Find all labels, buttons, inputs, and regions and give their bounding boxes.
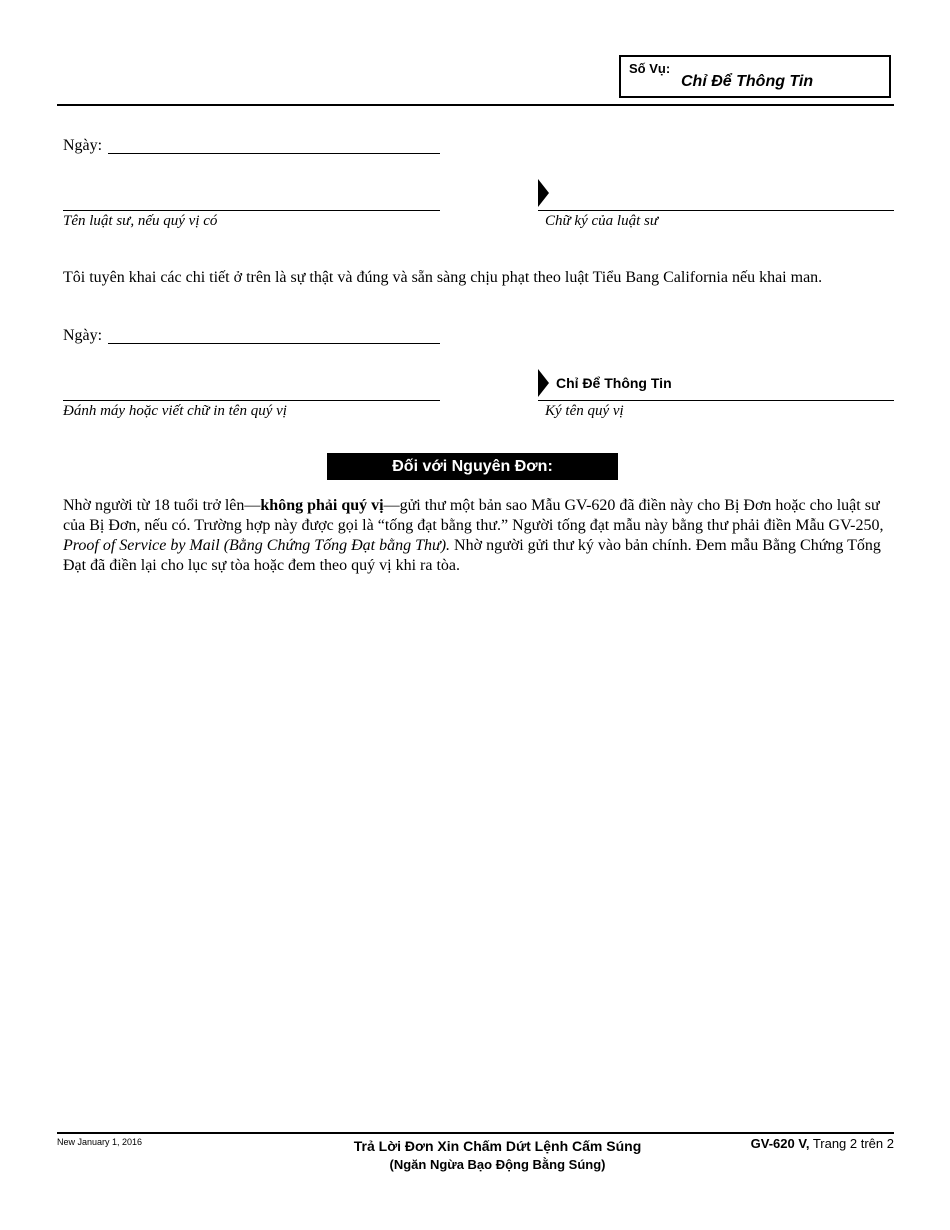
attorney-signature-caption: Chữ ký của luật sư — [545, 213, 659, 229]
respondent-signature-value: Chỉ Để Thông Tin — [556, 375, 672, 391]
respondent-signature-field[interactable] — [538, 400, 894, 401]
case-number-value: Chỉ Để Thông Tin — [681, 73, 814, 90]
instructions-emphasis: không phải quý vị — [260, 497, 384, 514]
instructions-part-1: Nhờ người từ 18 tuổi trở lên— — [63, 497, 261, 514]
instructions-form-title: Proof of Service by Mail (Bằng Chứng Tống Đạt bằng Thư). — [63, 537, 451, 554]
attorney-signature-field[interactable] — [538, 210, 894, 211]
footer-form-title: Trả Lời Đơn Xin Chấm Dứt Lệnh Cấm Súng — [353, 1138, 642, 1154]
attorney-date-label: Ngày: — [63, 137, 103, 154]
respondent-name-field[interactable] — [63, 400, 440, 401]
petitioner-section-heading: Đối với Nguyên Đơn: — [327, 453, 618, 480]
attorney-date-field[interactable] — [108, 153, 440, 154]
case-number-label: Số Vụ: — [629, 61, 671, 76]
instructions-part-5: Nhờ người gửi thư ký vào bản chính. Đem mẫu Bằng Chứng Tống Đạt đã điền lại cho lục sự tòa hoặc đem theo quý vị khi ra tòa. — [63, 537, 881, 574]
page-info: Trang 2 trên 2 — [809, 1136, 894, 1151]
form-id: GV-620 V, — [750, 1136, 810, 1151]
respondent-name-caption: Đánh máy hoặc viết chữ in tên quý vị — [63, 403, 287, 419]
respondent-date-label: Ngày: — [63, 327, 103, 344]
footer-form-id — [700, 1136, 894, 1151]
perjury-declaration: Tôi tuyên khai các chi tiết ở trên là sự thật và đúng và sẵn sàng chịu phạt theo luật Tiểu Bang California nếu khai man. — [63, 269, 823, 286]
attorney-name-field[interactable] — [63, 210, 440, 211]
instructions-part-3: —gửi thư một bản sao Mẫu GV-620 đã điền này cho Bị Đơn hoặc cho luật sư của Bị Đơn, nếu có. Trường hợp này được gọi là “tống đạt bằng thư.” Người tống đạt mẫu này bằng thư phải điền Mẫu GV-250, — [63, 497, 884, 534]
footer-form-subtitle: (Ngăn Ngừa Bạo Động Bằng Súng) — [389, 1157, 606, 1172]
respondent-signature-caption: Ký tên quý vị — [545, 403, 624, 419]
footer-revision-date: New January 1, 2016 — [57, 1137, 143, 1147]
case-number-box — [619, 55, 891, 98]
respondent-date-field[interactable] — [108, 343, 440, 344]
signature-arrow-icon — [538, 179, 549, 207]
footer-divider — [57, 1132, 894, 1134]
header-divider — [57, 104, 894, 106]
signature-arrow-icon — [538, 369, 549, 397]
service-instructions — [63, 496, 903, 576]
attorney-name-caption: Tên luật sư, nếu quý vị có — [63, 213, 218, 229]
